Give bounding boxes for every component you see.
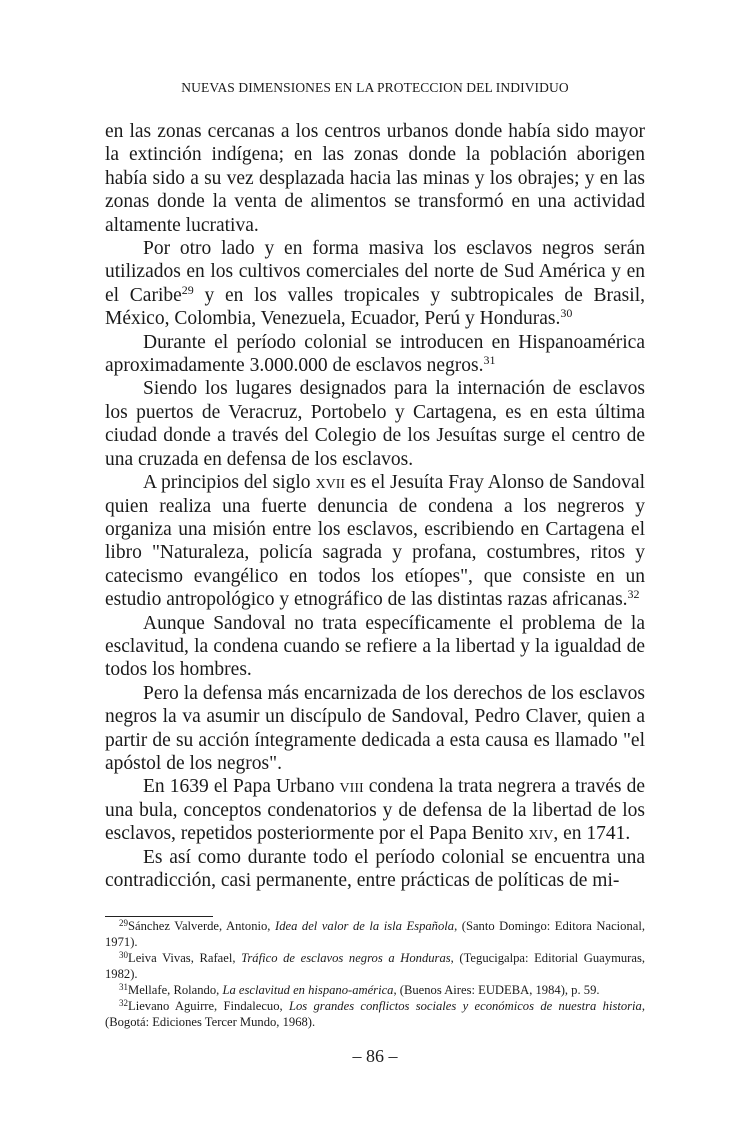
footnote-publication: , (Bogotá: Ediciones Tercer Mundo, 1968). [105,999,645,1029]
paragraph-8-text-c: , en 1741. [553,823,631,845]
page-number: – 86 – [352,1046,398,1066]
papal-numeral-viii: viii [339,776,364,798]
paragraph-1: en las zonas cercanas a los centros urbanos donde había sido mayor la extinción indígena; en las zonas donde la población aborigen había sido a su vez desplazada hacia las minas y los obrajes; y en las zonas donde la venta de alimentos se transformó en una actividad altamente lucrativa. [105,121,645,236]
footnote-author: Sánchez Valverde, Antonio, [128,919,275,933]
footnotes [105,918,645,1030]
footnote-29 [105,918,645,950]
paragraph-5-text-a: A principios del siglo [143,472,316,494]
footnote-31 [105,982,645,998]
paragraph-2-text-a: Por otro lado y en forma masiva los esclavos negros serán utilizados en los cultivos comerciales del norte de Sud América y en el Caribe [105,238,645,306]
paragraph-6: Aunque Sandoval no trata específicamente el problema de la esclavitud, la condena cuando se refiere a la libertad y la igualdad de todos los hombres. [105,612,645,681]
footnote-number: 30 [119,950,128,960]
footnote-ref-31: 31 [483,353,496,368]
footnote-30 [105,950,645,982]
paragraph-5 [105,471,645,611]
footnote-title: La esclavitud en hispano-américa [222,983,394,997]
footnote-author: Lievano Aguirre, Findalecuo, [128,999,289,1013]
footnote-author: Leiva Vivas, Rafael, [128,951,242,965]
paragraph-2-text-b: y en los valles tropicales y subtropicales de Brasil, México, Colombia, Venezuela, Ecuador, Perú y Honduras. [105,284,645,330]
century-numeral: xvii [315,472,346,494]
footnote-ref-29: 29 [181,282,194,297]
paragraph-5-text-b: es el Jesuíta Fray Alonso de Sandoval quien realiza una fuerte denuncia de condena a los negreros y organiza una misión entre los esclavos, escribiendo en Cartagena el libro "Naturaleza, policía sagrada y profana, costumbres, ritos y catecismo evangélico en todos los etíopes", que consiste en un estudio antropológico y etnográfico de las distintas razas africanas. [105,472,645,611]
papal-numeral-xiv: xiv [528,823,554,845]
footnote-32 [105,998,645,1030]
footnote-number: 32 [119,998,128,1008]
footnote-title: Idea del valor de la isla Española [275,919,455,933]
footnote-ref-32: 32 [627,587,640,602]
paragraph-8-text-a: En 1639 el Papa Urbano [143,776,340,798]
footnote-publication: , (Buenos Aires: EUDEBA, 1984), p. 59. [393,983,600,997]
footnote-author: Mellafe, Rolando, [128,983,223,997]
paragraph-2 [105,237,645,331]
paragraph-8-text-b: condena la trata negrera a través de una bula, conceptos condenatorios y de defensa de la libertad de los esclavos, repetidos posteriormente por el Papa Benito [105,776,645,845]
paragraph-9: Es así como durante todo el período colonial se encuentra una contradicción, casi permanente, entre prácticas de políticas de mi- [105,846,645,891]
footnote-divider [105,916,213,917]
footnote-publication: , (Santo Domingo: Editora Nacional, 1971). [105,919,646,949]
footnote-title: Los grandes conflictos sociales y económicos de nuestra historia [288,999,642,1013]
paragraph-4: Siendo los lugares designados para la internación de esclavos los puertos de Veracruz, Portobelo y Cartagena, es en esta última ciudad donde a través del Colegio de los Jesuítas surge el centro de una cruzada en defensa de los esclavos. [105,378,645,470]
footnote-title: Tráfico de esclavos negros a Honduras [241,951,451,965]
footnote-ref-30: 30 [560,306,573,321]
running-header: NUEVAS DIMENSIONES EN LA PROTECCION DEL INDIVIDUO [181,80,569,95]
paragraph-3-text: Durante el período colonial se introducen en Hispanoamérica aproximadamente 3.000.000 de esclavos negros. [105,331,645,377]
paragraph-8 [105,775,645,845]
body-text [105,120,645,892]
footnote-number: 31 [119,982,128,992]
footnote-number: 29 [119,918,128,928]
footnote-publication: , (Tegucigalpa: Editorial Guaymuras, 1982). [105,951,645,981]
paragraph-3 [105,331,645,378]
paragraph-7: Pero la defensa más encarnizada de los derechos de los esclavos negros la va asumir un discípulo de Sandoval, Pedro Claver, quien a partir de su acción íntegramente dedicada a esta causa es llamado "el apóstol de los negros". [105,682,645,774]
